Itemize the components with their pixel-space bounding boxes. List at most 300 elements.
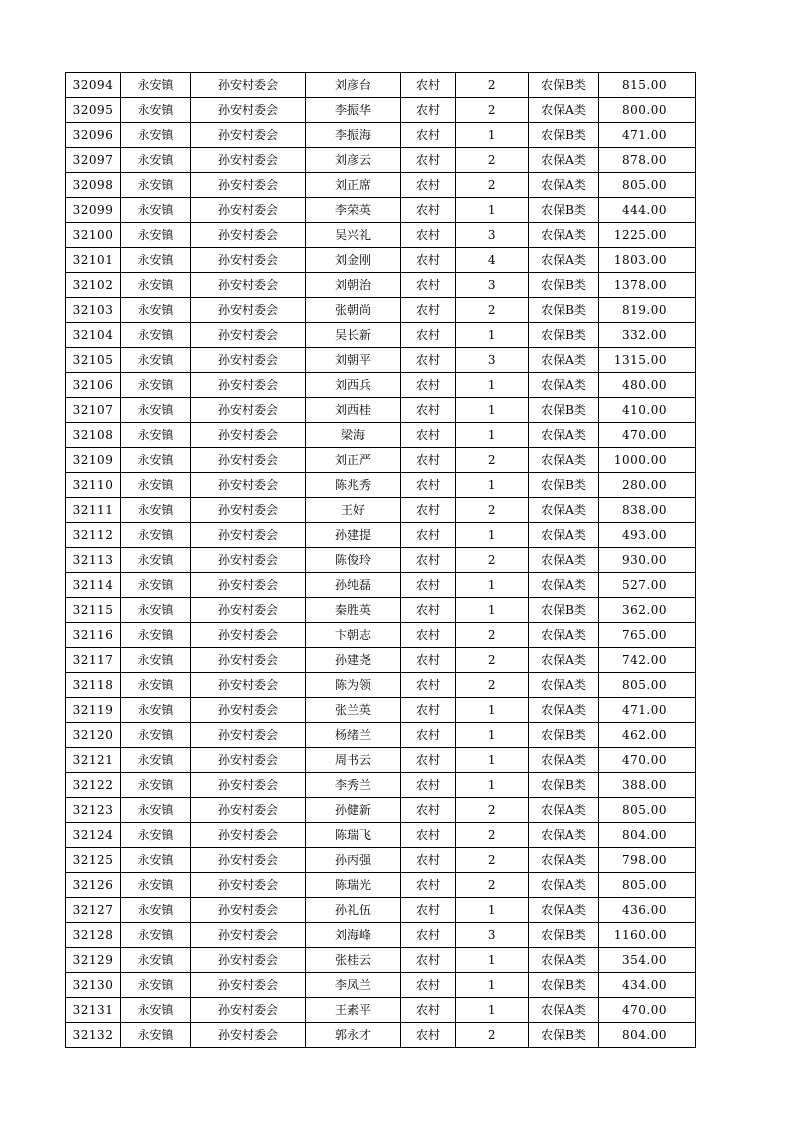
cell-id: 32097 bbox=[66, 148, 121, 173]
table-row bbox=[66, 998, 696, 1023]
cell-village: 孙安村委会 bbox=[191, 898, 306, 923]
cell-town: 永安镇 bbox=[121, 723, 191, 748]
cell-id: 32102 bbox=[66, 273, 121, 298]
table-row bbox=[66, 248, 696, 273]
table-row bbox=[66, 73, 696, 98]
cell-village: 孙安村委会 bbox=[191, 623, 306, 648]
cell-name: 孙建尧 bbox=[306, 648, 401, 673]
cell-amount: 805.00 bbox=[599, 798, 696, 823]
table-row bbox=[66, 223, 696, 248]
cell-amount: 470.00 bbox=[599, 998, 696, 1023]
cell-count: 1 bbox=[456, 573, 529, 598]
table-row bbox=[66, 973, 696, 998]
cell-count: 2 bbox=[456, 623, 529, 648]
table-row bbox=[66, 948, 696, 973]
table-row bbox=[66, 573, 696, 598]
cell-category: 农保A类 bbox=[529, 423, 599, 448]
cell-category: 农保A类 bbox=[529, 998, 599, 1023]
table-row bbox=[66, 173, 696, 198]
cell-village: 孙安村委会 bbox=[191, 1023, 306, 1048]
cell-category: 农保A类 bbox=[529, 823, 599, 848]
cell-town: 永安镇 bbox=[121, 73, 191, 98]
cell-town: 永安镇 bbox=[121, 848, 191, 873]
table-row bbox=[66, 623, 696, 648]
cell-id: 32126 bbox=[66, 873, 121, 898]
cell-count: 1 bbox=[456, 398, 529, 423]
cell-name: 杨绪兰 bbox=[306, 723, 401, 748]
cell-name: 刘正严 bbox=[306, 448, 401, 473]
cell-village: 孙安村委会 bbox=[191, 698, 306, 723]
table-row bbox=[66, 823, 696, 848]
table-row bbox=[66, 148, 696, 173]
cell-amount: 1000.00 bbox=[599, 448, 696, 473]
cell-category: 农保A类 bbox=[529, 898, 599, 923]
cell-count: 3 bbox=[456, 223, 529, 248]
cell-village: 孙安村委会 bbox=[191, 973, 306, 998]
cell-type: 农村 bbox=[401, 398, 456, 423]
cell-id: 32103 bbox=[66, 298, 121, 323]
cell-count: 1 bbox=[456, 598, 529, 623]
cell-amount: 434.00 bbox=[599, 973, 696, 998]
cell-id: 32124 bbox=[66, 823, 121, 848]
cell-count: 2 bbox=[456, 1023, 529, 1048]
cell-name: 卞朝志 bbox=[306, 623, 401, 648]
cell-type: 农村 bbox=[401, 473, 456, 498]
cell-town: 永安镇 bbox=[121, 223, 191, 248]
cell-count: 1 bbox=[456, 323, 529, 348]
cell-type: 农村 bbox=[401, 248, 456, 273]
cell-name: 陈兆秀 bbox=[306, 473, 401, 498]
cell-amount: 470.00 bbox=[599, 748, 696, 773]
cell-id: 32120 bbox=[66, 723, 121, 748]
cell-category: 农保A类 bbox=[529, 573, 599, 598]
cell-town: 永安镇 bbox=[121, 373, 191, 398]
cell-village: 孙安村委会 bbox=[191, 523, 306, 548]
cell-type: 农村 bbox=[401, 698, 456, 723]
cell-id: 32107 bbox=[66, 398, 121, 423]
cell-category: 农保A类 bbox=[529, 523, 599, 548]
cell-town: 永安镇 bbox=[121, 298, 191, 323]
table-row bbox=[66, 648, 696, 673]
cell-category: 农保A类 bbox=[529, 698, 599, 723]
cell-town: 永安镇 bbox=[121, 773, 191, 798]
table-row bbox=[66, 473, 696, 498]
cell-village: 孙安村委会 bbox=[191, 873, 306, 898]
cell-name: 刘彦云 bbox=[306, 148, 401, 173]
cell-name: 张兰英 bbox=[306, 698, 401, 723]
cell-amount: 1225.00 bbox=[599, 223, 696, 248]
cell-count: 2 bbox=[456, 548, 529, 573]
cell-town: 永安镇 bbox=[121, 323, 191, 348]
cell-id: 32108 bbox=[66, 423, 121, 448]
cell-town: 永安镇 bbox=[121, 173, 191, 198]
cell-count: 2 bbox=[456, 848, 529, 873]
cell-town: 永安镇 bbox=[121, 123, 191, 148]
cell-type: 农村 bbox=[401, 548, 456, 573]
pension-table-body bbox=[66, 73, 696, 1048]
cell-town: 永安镇 bbox=[121, 448, 191, 473]
cell-type: 农村 bbox=[401, 598, 456, 623]
cell-name: 刘金刚 bbox=[306, 248, 401, 273]
cell-type: 农村 bbox=[401, 873, 456, 898]
cell-category: 农保B类 bbox=[529, 473, 599, 498]
cell-count: 2 bbox=[456, 673, 529, 698]
cell-id: 32098 bbox=[66, 173, 121, 198]
cell-town: 永安镇 bbox=[121, 798, 191, 823]
cell-village: 孙安村委会 bbox=[191, 723, 306, 748]
cell-id: 32100 bbox=[66, 223, 121, 248]
cell-village: 孙安村委会 bbox=[191, 423, 306, 448]
cell-amount: 878.00 bbox=[599, 148, 696, 173]
cell-town: 永安镇 bbox=[121, 673, 191, 698]
cell-type: 农村 bbox=[401, 898, 456, 923]
cell-town: 永安镇 bbox=[121, 148, 191, 173]
cell-id: 32125 bbox=[66, 848, 121, 873]
cell-id: 32105 bbox=[66, 348, 121, 373]
cell-category: 农保A类 bbox=[529, 348, 599, 373]
cell-name: 陈瑞飞 bbox=[306, 823, 401, 848]
cell-count: 2 bbox=[456, 448, 529, 473]
cell-village: 孙安村委会 bbox=[191, 998, 306, 1023]
cell-village: 孙安村委会 bbox=[191, 448, 306, 473]
cell-amount: 798.00 bbox=[599, 848, 696, 873]
cell-category: 农保B类 bbox=[529, 198, 599, 223]
cell-type: 农村 bbox=[401, 1023, 456, 1048]
cell-count: 1 bbox=[456, 523, 529, 548]
cell-id: 32129 bbox=[66, 948, 121, 973]
cell-id: 32130 bbox=[66, 973, 121, 998]
table-row bbox=[66, 423, 696, 448]
cell-type: 农村 bbox=[401, 773, 456, 798]
cell-name: 李荣英 bbox=[306, 198, 401, 223]
cell-type: 农村 bbox=[401, 448, 456, 473]
cell-count: 1 bbox=[456, 898, 529, 923]
cell-amount: 815.00 bbox=[599, 73, 696, 98]
cell-count: 1 bbox=[456, 998, 529, 1023]
cell-village: 孙安村委会 bbox=[191, 123, 306, 148]
cell-id: 32096 bbox=[66, 123, 121, 148]
cell-village: 孙安村委会 bbox=[191, 798, 306, 823]
cell-count: 2 bbox=[456, 298, 529, 323]
cell-name: 刘西桂 bbox=[306, 398, 401, 423]
cell-count: 3 bbox=[456, 923, 529, 948]
cell-id: 32104 bbox=[66, 323, 121, 348]
cell-town: 永安镇 bbox=[121, 1023, 191, 1048]
cell-id: 32095 bbox=[66, 98, 121, 123]
cell-village: 孙安村委会 bbox=[191, 348, 306, 373]
cell-id: 32106 bbox=[66, 373, 121, 398]
cell-type: 农村 bbox=[401, 373, 456, 398]
cell-category: 农保A类 bbox=[529, 648, 599, 673]
cell-town: 永安镇 bbox=[121, 573, 191, 598]
table-row bbox=[66, 723, 696, 748]
cell-id: 32099 bbox=[66, 198, 121, 223]
table-row bbox=[66, 548, 696, 573]
cell-id: 32118 bbox=[66, 673, 121, 698]
cell-id: 32128 bbox=[66, 923, 121, 948]
cell-type: 农村 bbox=[401, 123, 456, 148]
cell-id: 32110 bbox=[66, 473, 121, 498]
cell-type: 农村 bbox=[401, 98, 456, 123]
cell-type: 农村 bbox=[401, 673, 456, 698]
cell-id: 32115 bbox=[66, 598, 121, 623]
cell-type: 农村 bbox=[401, 198, 456, 223]
cell-type: 农村 bbox=[401, 298, 456, 323]
cell-amount: 462.00 bbox=[599, 723, 696, 748]
cell-village: 孙安村委会 bbox=[191, 773, 306, 798]
cell-id: 32112 bbox=[66, 523, 121, 548]
cell-category: 农保A类 bbox=[529, 448, 599, 473]
cell-amount: 804.00 bbox=[599, 823, 696, 848]
cell-type: 农村 bbox=[401, 348, 456, 373]
table-row bbox=[66, 898, 696, 923]
cell-count: 2 bbox=[456, 148, 529, 173]
cell-village: 孙安村委会 bbox=[191, 73, 306, 98]
cell-name: 刘西兵 bbox=[306, 373, 401, 398]
cell-village: 孙安村委会 bbox=[191, 398, 306, 423]
cell-type: 农村 bbox=[401, 573, 456, 598]
cell-town: 永安镇 bbox=[121, 98, 191, 123]
cell-count: 1 bbox=[456, 748, 529, 773]
cell-name: 刘朝平 bbox=[306, 348, 401, 373]
cell-id: 32113 bbox=[66, 548, 121, 573]
cell-count: 2 bbox=[456, 823, 529, 848]
table-row bbox=[66, 123, 696, 148]
table-row bbox=[66, 448, 696, 473]
cell-count: 1 bbox=[456, 473, 529, 498]
table-row bbox=[66, 323, 696, 348]
table-row bbox=[66, 848, 696, 873]
cell-category: 农保A类 bbox=[529, 498, 599, 523]
cell-category: 农保B类 bbox=[529, 723, 599, 748]
cell-type: 农村 bbox=[401, 273, 456, 298]
cell-name: 刘海峰 bbox=[306, 923, 401, 948]
cell-category: 农保A类 bbox=[529, 873, 599, 898]
cell-name: 郭永才 bbox=[306, 1023, 401, 1048]
cell-town: 永安镇 bbox=[121, 898, 191, 923]
cell-category: 农保B类 bbox=[529, 923, 599, 948]
cell-name: 秦胜英 bbox=[306, 598, 401, 623]
cell-town: 永安镇 bbox=[121, 423, 191, 448]
cell-town: 永安镇 bbox=[121, 548, 191, 573]
cell-amount: 1378.00 bbox=[599, 273, 696, 298]
cell-name: 孙丙强 bbox=[306, 848, 401, 873]
cell-type: 农村 bbox=[401, 223, 456, 248]
cell-town: 永安镇 bbox=[121, 948, 191, 973]
cell-amount: 805.00 bbox=[599, 873, 696, 898]
cell-type: 农村 bbox=[401, 623, 456, 648]
cell-amount: 332.00 bbox=[599, 323, 696, 348]
cell-amount: 930.00 bbox=[599, 548, 696, 573]
cell-type: 农村 bbox=[401, 423, 456, 448]
cell-name: 李振海 bbox=[306, 123, 401, 148]
cell-amount: 470.00 bbox=[599, 423, 696, 448]
cell-category: 农保B类 bbox=[529, 598, 599, 623]
cell-type: 农村 bbox=[401, 73, 456, 98]
table-row bbox=[66, 798, 696, 823]
cell-count: 1 bbox=[456, 423, 529, 448]
cell-id: 32122 bbox=[66, 773, 121, 798]
cell-category: 农保B类 bbox=[529, 298, 599, 323]
cell-amount: 765.00 bbox=[599, 623, 696, 648]
cell-category: 农保A类 bbox=[529, 173, 599, 198]
table-row bbox=[66, 298, 696, 323]
cell-amount: 388.00 bbox=[599, 773, 696, 798]
cell-id: 32111 bbox=[66, 498, 121, 523]
cell-town: 永安镇 bbox=[121, 498, 191, 523]
cell-village: 孙安村委会 bbox=[191, 198, 306, 223]
cell-amount: 1315.00 bbox=[599, 348, 696, 373]
cell-town: 永安镇 bbox=[121, 923, 191, 948]
cell-count: 1 bbox=[456, 198, 529, 223]
cell-name: 孙纯磊 bbox=[306, 573, 401, 598]
table-row bbox=[66, 673, 696, 698]
cell-type: 农村 bbox=[401, 998, 456, 1023]
cell-name: 陈俊玲 bbox=[306, 548, 401, 573]
cell-town: 永安镇 bbox=[121, 248, 191, 273]
cell-id: 32094 bbox=[66, 73, 121, 98]
cell-id: 32109 bbox=[66, 448, 121, 473]
cell-amount: 280.00 bbox=[599, 473, 696, 498]
cell-name: 吴长新 bbox=[306, 323, 401, 348]
cell-category: 农保A类 bbox=[529, 623, 599, 648]
cell-name: 王好 bbox=[306, 498, 401, 523]
cell-village: 孙安村委会 bbox=[191, 173, 306, 198]
cell-category: 农保A类 bbox=[529, 223, 599, 248]
cell-amount: 410.00 bbox=[599, 398, 696, 423]
cell-id: 32117 bbox=[66, 648, 121, 673]
cell-amount: 742.00 bbox=[599, 648, 696, 673]
cell-category: 农保A类 bbox=[529, 248, 599, 273]
table-row bbox=[66, 523, 696, 548]
table-row bbox=[66, 748, 696, 773]
cell-amount: 838.00 bbox=[599, 498, 696, 523]
cell-amount: 1803.00 bbox=[599, 248, 696, 273]
cell-id: 32101 bbox=[66, 248, 121, 273]
cell-name: 刘正席 bbox=[306, 173, 401, 198]
cell-id: 32121 bbox=[66, 748, 121, 773]
cell-name: 梁海 bbox=[306, 423, 401, 448]
table-row bbox=[66, 498, 696, 523]
cell-village: 孙安村委会 bbox=[191, 548, 306, 573]
cell-category: 农保A类 bbox=[529, 548, 599, 573]
cell-category: 农保A类 bbox=[529, 748, 599, 773]
cell-town: 永安镇 bbox=[121, 348, 191, 373]
cell-count: 2 bbox=[456, 173, 529, 198]
cell-amount: 1160.00 bbox=[599, 923, 696, 948]
cell-name: 陈为领 bbox=[306, 673, 401, 698]
cell-type: 农村 bbox=[401, 498, 456, 523]
cell-name: 刘朝治 bbox=[306, 273, 401, 298]
cell-town: 永安镇 bbox=[121, 973, 191, 998]
cell-type: 农村 bbox=[401, 173, 456, 198]
cell-amount: 800.00 bbox=[599, 98, 696, 123]
cell-count: 4 bbox=[456, 248, 529, 273]
cell-name: 陈瑞光 bbox=[306, 873, 401, 898]
table-row bbox=[66, 348, 696, 373]
cell-count: 3 bbox=[456, 348, 529, 373]
cell-town: 永安镇 bbox=[121, 198, 191, 223]
cell-category: 农保A类 bbox=[529, 798, 599, 823]
cell-type: 农村 bbox=[401, 148, 456, 173]
cell-village: 孙安村委会 bbox=[191, 648, 306, 673]
cell-amount: 805.00 bbox=[599, 673, 696, 698]
cell-count: 2 bbox=[456, 498, 529, 523]
cell-category: 农保B类 bbox=[529, 1023, 599, 1048]
cell-category: 农保A类 bbox=[529, 848, 599, 873]
cell-name: 孙健新 bbox=[306, 798, 401, 823]
cell-town: 永安镇 bbox=[121, 823, 191, 848]
cell-id: 32132 bbox=[66, 1023, 121, 1048]
cell-category: 农保A类 bbox=[529, 98, 599, 123]
cell-category: 农保B类 bbox=[529, 973, 599, 998]
cell-amount: 471.00 bbox=[599, 698, 696, 723]
cell-amount: 805.00 bbox=[599, 173, 696, 198]
cell-town: 永安镇 bbox=[121, 698, 191, 723]
cell-category: 农保B类 bbox=[529, 123, 599, 148]
cell-village: 孙安村委会 bbox=[191, 298, 306, 323]
cell-town: 永安镇 bbox=[121, 473, 191, 498]
cell-village: 孙安村委会 bbox=[191, 848, 306, 873]
cell-amount: 527.00 bbox=[599, 573, 696, 598]
cell-amount: 436.00 bbox=[599, 898, 696, 923]
cell-village: 孙安村委会 bbox=[191, 223, 306, 248]
cell-village: 孙安村委会 bbox=[191, 598, 306, 623]
cell-type: 农村 bbox=[401, 973, 456, 998]
cell-count: 2 bbox=[456, 98, 529, 123]
cell-id: 32123 bbox=[66, 798, 121, 823]
cell-type: 农村 bbox=[401, 523, 456, 548]
cell-amount: 354.00 bbox=[599, 948, 696, 973]
table-row bbox=[66, 198, 696, 223]
table-row bbox=[66, 923, 696, 948]
cell-count: 1 bbox=[456, 773, 529, 798]
cell-name: 李振华 bbox=[306, 98, 401, 123]
table-row bbox=[66, 1023, 696, 1048]
cell-village: 孙安村委会 bbox=[191, 148, 306, 173]
cell-id: 32116 bbox=[66, 623, 121, 648]
table-row bbox=[66, 373, 696, 398]
cell-village: 孙安村委会 bbox=[191, 273, 306, 298]
cell-category: 农保B类 bbox=[529, 273, 599, 298]
cell-town: 永安镇 bbox=[121, 523, 191, 548]
cell-type: 农村 bbox=[401, 923, 456, 948]
cell-amount: 471.00 bbox=[599, 123, 696, 148]
cell-amount: 804.00 bbox=[599, 1023, 696, 1048]
cell-town: 永安镇 bbox=[121, 273, 191, 298]
cell-amount: 480.00 bbox=[599, 373, 696, 398]
cell-town: 永安镇 bbox=[121, 748, 191, 773]
cell-amount: 819.00 bbox=[599, 298, 696, 323]
cell-id: 32114 bbox=[66, 573, 121, 598]
table-row bbox=[66, 598, 696, 623]
table-row bbox=[66, 98, 696, 123]
table-row bbox=[66, 273, 696, 298]
cell-type: 农村 bbox=[401, 748, 456, 773]
cell-category: 农保B类 bbox=[529, 323, 599, 348]
cell-town: 永安镇 bbox=[121, 398, 191, 423]
table-row bbox=[66, 773, 696, 798]
cell-type: 农村 bbox=[401, 948, 456, 973]
pension-table bbox=[65, 72, 696, 1048]
cell-category: 农保B类 bbox=[529, 398, 599, 423]
cell-village: 孙安村委会 bbox=[191, 573, 306, 598]
cell-type: 农村 bbox=[401, 648, 456, 673]
cell-category: 农保B类 bbox=[529, 73, 599, 98]
cell-village: 孙安村委会 bbox=[191, 248, 306, 273]
cell-type: 农村 bbox=[401, 848, 456, 873]
cell-village: 孙安村委会 bbox=[191, 748, 306, 773]
